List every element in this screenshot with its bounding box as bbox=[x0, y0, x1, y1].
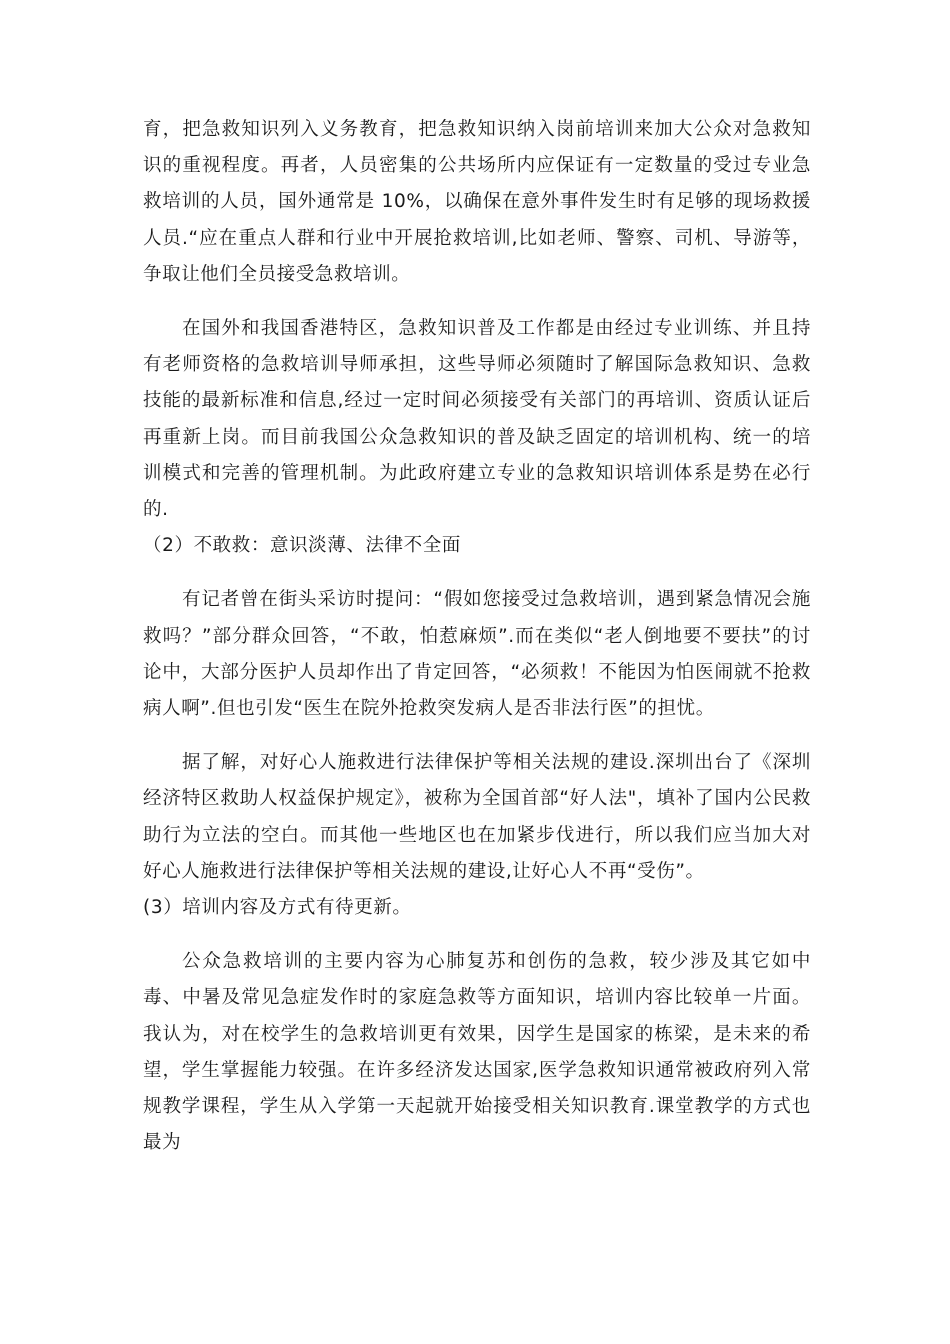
paragraph-training-content: 公众急救培训的主要内容为心肺复苏和创伤的急救，较少涉及其它如中毒、中暑及常见急症发作时的家庭急救等方面知识，培训内容比较单一片面。我认为，对在校学生的急救培训更有效果，因学生是国家的栋梁，是未来的希望，学生掌握能力较强。在许多经济发达国家,医学急救知识通常被政府列入常规教学课程，学生从入学第一天起就开始接受相关知识教育.课堂教学的方式也最为 bbox=[143, 951, 811, 1154]
paragraph-hongkong-instructors: 在国外和我国香港特区，急救知识普及工作都是由经过专业训练、并且持有老师资格的急救培训导师承担，这些导师必须随时了解国际急救知识、急救技能的最新标准和信息,经过一定时间必须接受有关部门的再培训、资质认证后再重新上岗。而目前我国公众急救知识的普及缺乏固定的培训机构、统一的培训模式和完善的管理机制。为此政府建立专业的急救知识培训体系是势在必行的. bbox=[143, 318, 811, 521]
paragraph-public-training: 育，把急救知识列入义务教育，把急救知识纳入岗前培训来加大公众对急救知识的重视程度。再者，人员密集的公共场所内应保证有一定数量的受过专业急救培训的人员，国外通常是 10%，以确保在意外事件发生时有足够的现场救援人员.“应在重点人群和行业中开展抢救培训,比如老师、警察、司机、导游等，争取让他们全员接受急救培训。 bbox=[143, 119, 811, 285]
paragraph-reporter-interview: 有记者曾在街头采访时提问：“假如您接受过急救培训，遇到紧急情况会施救吗？”部分群众回答，“不敢，怕惹麻烦”.而在类似“老人倒地要不要扶”的讨论中，大部分医护人员却作出了肯定回答，“必须救！不能因为怕医闹就不抢救病人啊”.但也引发“医生在院外抢救突发病人是否非法行医”的担忧。 bbox=[143, 589, 811, 720]
section-heading-3: (3）培训内容及方式有待更新。 bbox=[143, 897, 412, 919]
section-heading-2: （2）不敢救：意识淡薄、法律不全面 bbox=[143, 535, 461, 557]
document-body bbox=[143, 112, 811, 1161]
paragraph-good-samaritan-law: 据了解，对好心人施救进行法律保护等相关法规的建设.深圳出台了《深圳经济特区救助人权益保护规定》，被称为全国首部“好人法"，填补了国内公民救助行为立法的空白。而其他一些地区也在加紧步伐进行，所以我们应当加大对好心人施救进行法律保护等相关法规的建设,让好心人不再“受伤”。 bbox=[143, 752, 811, 882]
